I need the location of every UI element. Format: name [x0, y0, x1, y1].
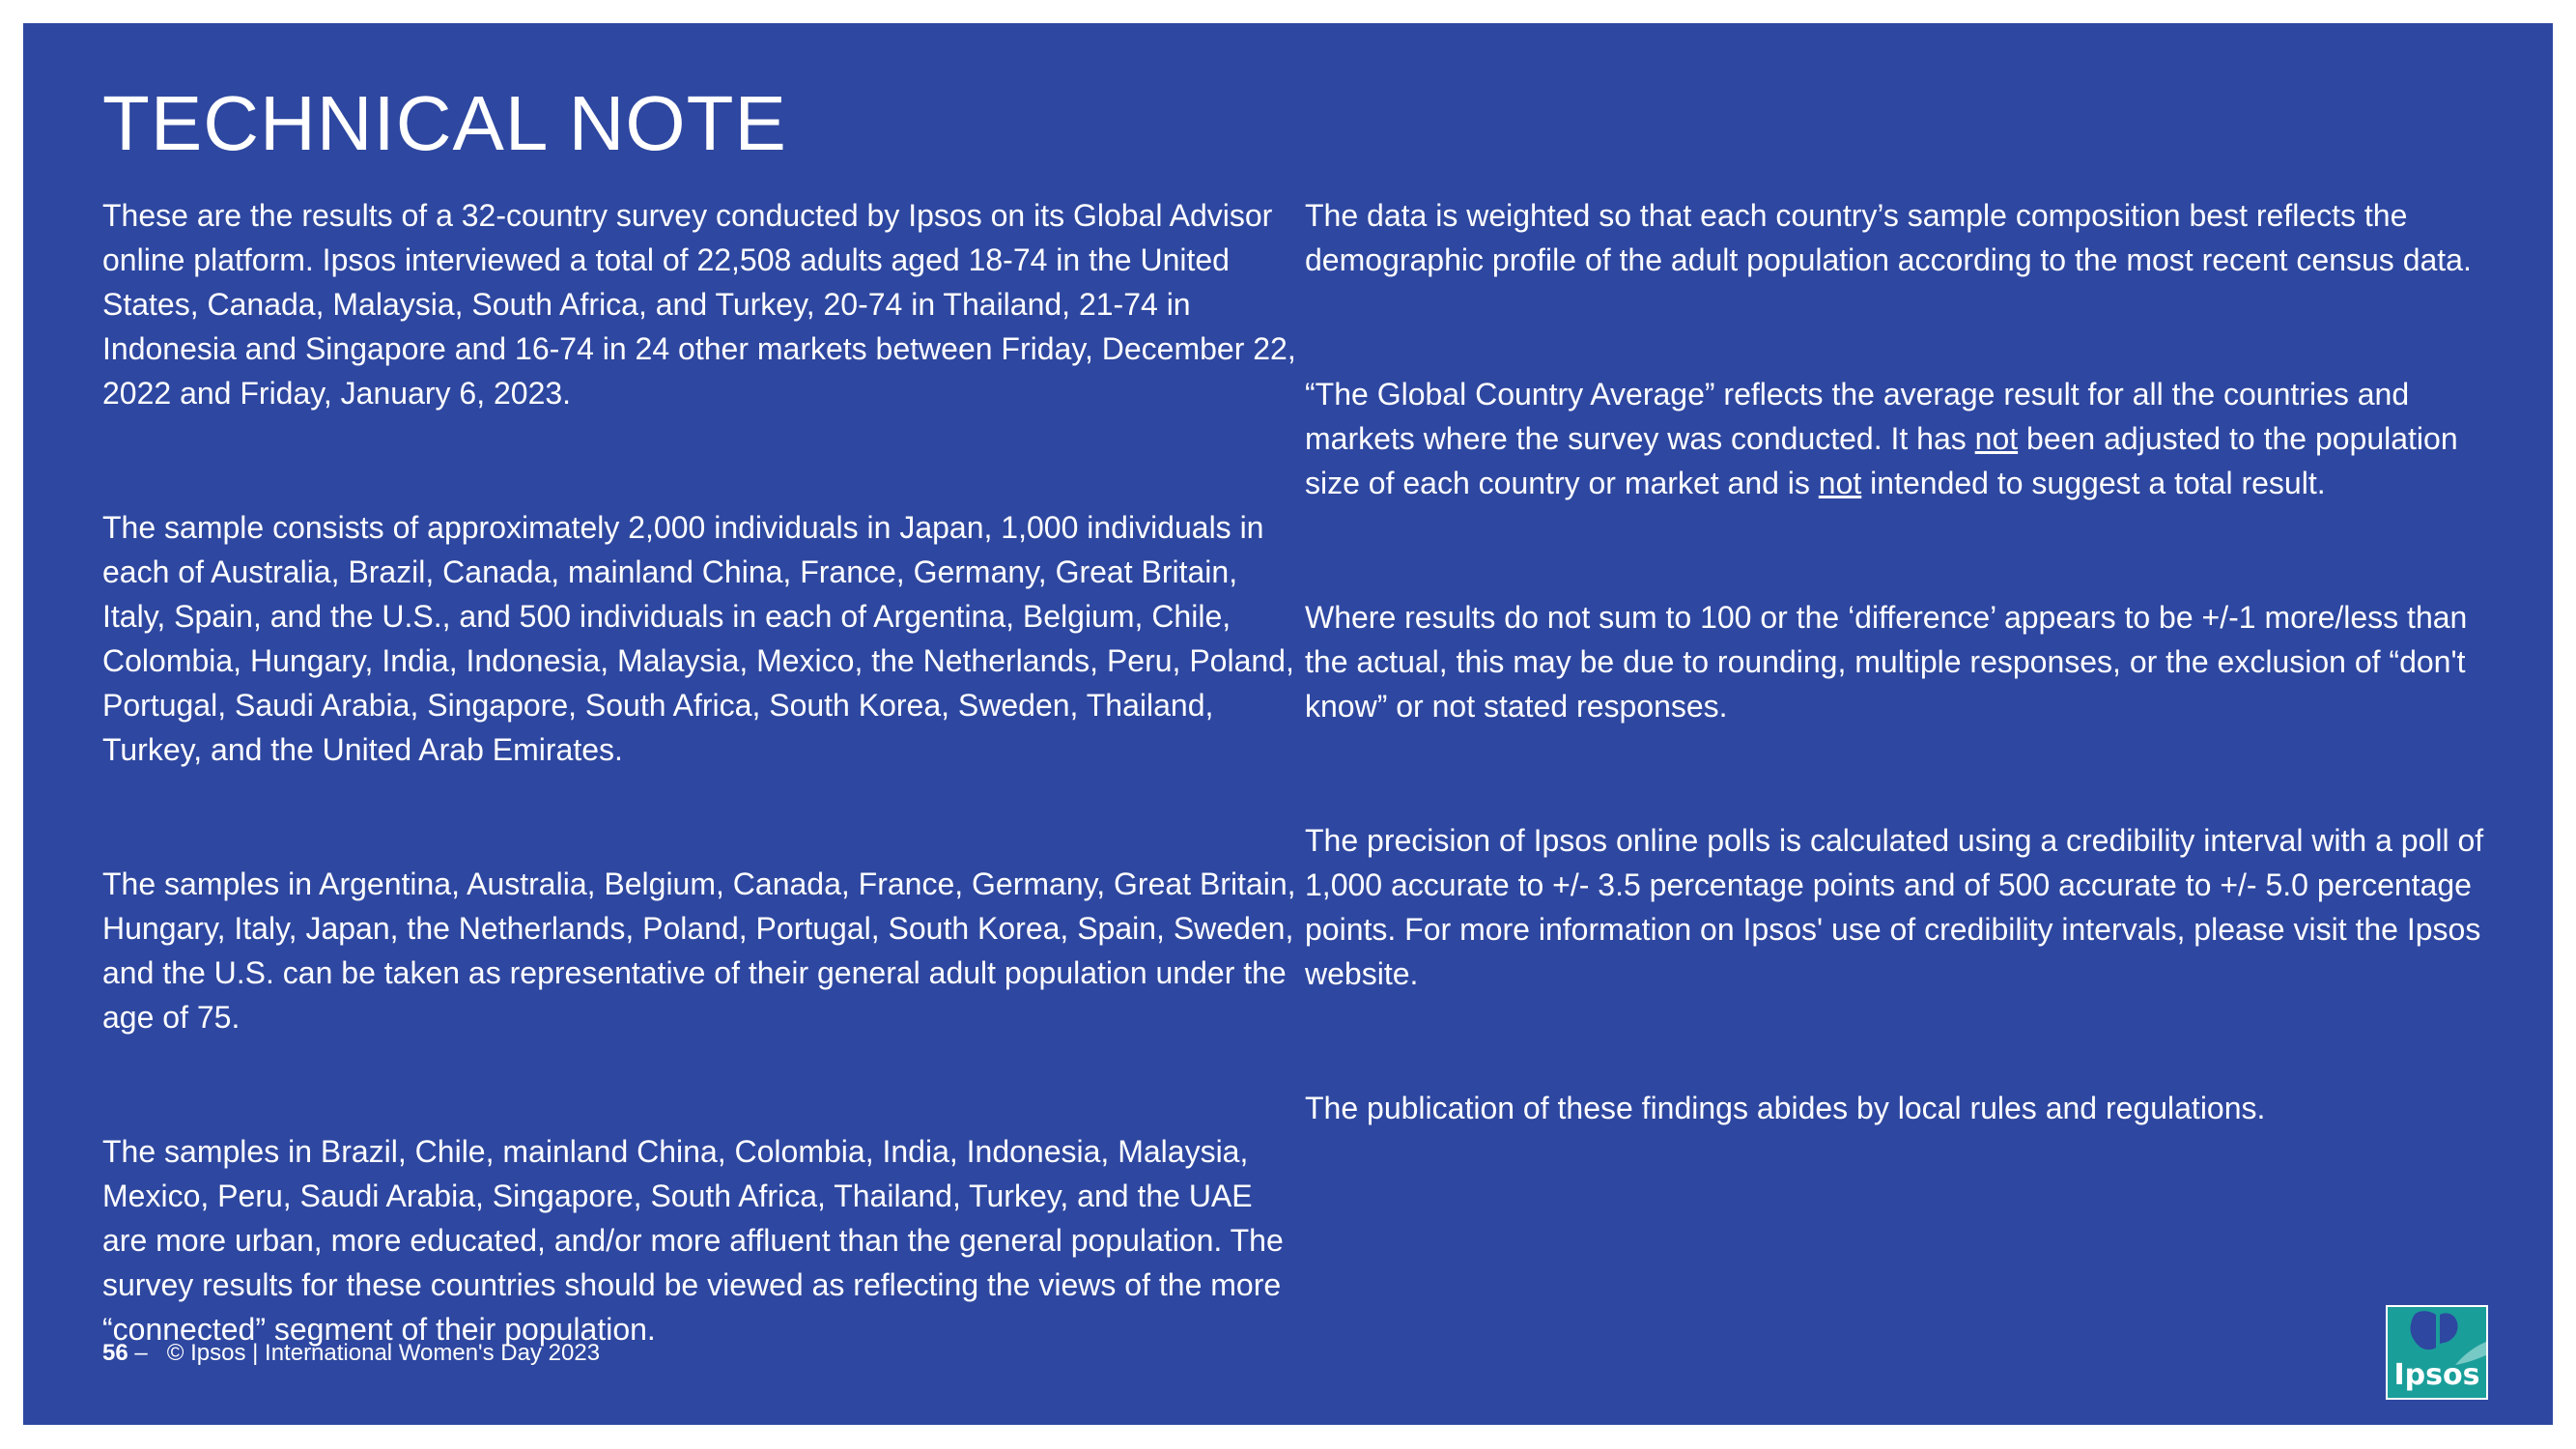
slide: [23, 23, 2553, 1425]
footer-separator: –: [134, 1340, 148, 1366]
survey-overview-paragraph: These are the results of a 32-country survey conducted by Ipsos on its Global Advisor online platform. Ipsos interviewed a total of 22,508 adults aged 18-74 in the United States, Canada, Malaysia, South Africa, and Turkey, 20-74 in Thailand, 21-74 in Indonesia and Singapore and 16-74 in 24 other markets between Friday, December 22, 2022 and Friday, January 6, 2023.: [102, 198, 1296, 411]
sample-size-paragraph: The sample consists of approximately 2,000 individuals in Japan, 1,000 individuals in each of Australia, Brazil, Canada, mainland China, France, Germany, Great Britain, Italy, Spain, and the U.S., and 500 individuals in each of Argentina, Belgium, Chile, Colombia, Hungary, India, Indonesia, Malaysia, Mexico, the Netherlands, Peru, Poland, Portugal, Saudi Arabia, Singapore, South Africa, South Korea, Sweden, Thailand, Turkey, and the United Arab Emirates.: [102, 510, 1294, 767]
footer-copyright: © Ipsos | International Women's Day 2023: [166, 1340, 601, 1366]
gca-text-part2: been adjusted to the population size of each country or market and is: [1305, 421, 2458, 500]
page-number: 56: [102, 1340, 128, 1366]
rounding-paragraph: Where results do not sum to 100 or the ‘difference’ appears to be +/-1 more/less than the actual, this may be due to rounding, multiple responses, or the exclusion of “don't know” or not stated responses.: [1305, 600, 2468, 724]
publication-paragraph: The publication of these findings abides by local rules and regulations.: [1305, 1091, 2266, 1125]
left-column: [102, 193, 1300, 1351]
gca-emphasis-not-1: not: [1974, 421, 2019, 456]
gca-text-part3: intended to suggest a total result.: [1861, 466, 2326, 500]
connected-segment-paragraph: The samples in Brazil, Chile, mainland China, Colombia, India, Indonesia, Malaysia, Mexico, Peru, Saudi Arabia, Singapore, South Africa, Thailand, Turkey, and the UAE are more urban, more educated, and/or more affluent than the general population. The survey results for these countries should be viewed as reflecting the views of the more “connected” segment of their population.: [102, 1134, 1284, 1347]
gca-text-part1: “The Global Country Average” reflects the average result for all the countries and markets where the survey was conducted. It has: [1305, 377, 2410, 456]
precision-paragraph: The precision of Ipsos online polls is calculated using a credibility interval with a poll of 1,000 accurate to +/- 3.5 percentage points and of 500 accurate to +/- 5.0 percentage points. For more information on Ipsos' use of credibility intervals, please visit the Ipsos website.: [1305, 823, 2484, 991]
weighting-paragraph: The data is weighted so that each country’s sample composition best reflects the demographic profile of the adult population according to the most recent census data.: [1305, 198, 2472, 277]
page-title: TECHNICAL NOTE: [102, 80, 787, 166]
footer: [102, 1338, 600, 1369]
gca-emphasis-not-2: not: [1818, 466, 1862, 500]
global-country-average-paragraph: [1305, 372, 2512, 505]
ipsos-logo-text: Ipsos: [2393, 1358, 2480, 1392]
right-column: [1305, 193, 2512, 1130]
ipsos-logo: [2386, 1305, 2488, 1400]
representative-samples-paragraph: The samples in Argentina, Australia, Belgium, Canada, France, Germany, Great Britain, Hungary, Italy, Japan, the Netherlands, Poland, Portugal, South Korea, Spain, Sweden, and the U.S. can be taken as representative of their general adult population under the age of 75.: [102, 867, 1296, 1035]
